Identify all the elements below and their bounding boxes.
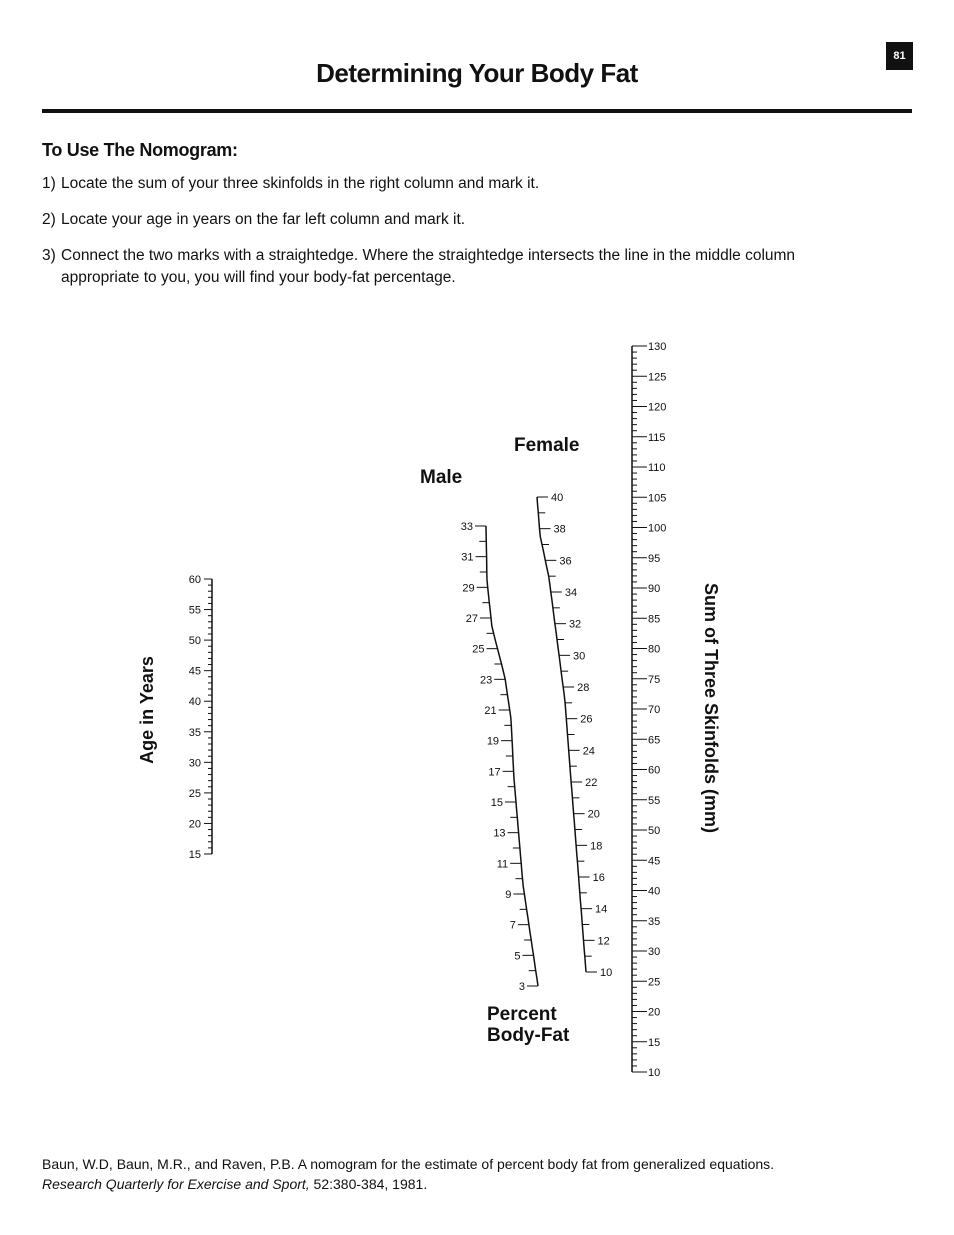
step-2-number: 2) — [42, 211, 56, 228]
male-tick-label: 25 — [472, 643, 485, 656]
female-tick-label: 32 — [568, 618, 582, 631]
female-tick-label: 20 — [587, 808, 600, 821]
female-tick-label: 10 — [600, 967, 613, 979]
male-tick-label: 7 — [509, 919, 516, 932]
skinfold-tick-label: 40 — [648, 885, 661, 898]
skinfold-tick-label: 60 — [648, 764, 661, 777]
percent-body-fat-label-line1: Percent — [487, 1004, 557, 1025]
age-scale — [189, 574, 212, 861]
male-tick-label: 21 — [484, 705, 497, 717]
skinfold-tick-label: 25 — [648, 976, 661, 989]
female-tick-label: 26 — [580, 713, 593, 726]
skinfold-tick-label: 65 — [648, 734, 661, 747]
age-tick-label: 55 — [188, 604, 201, 617]
step-1-text: Locate the sum of your three skinfolds in the right column and mark it. — [61, 175, 540, 192]
male-tick-label: 29 — [462, 582, 475, 595]
citation-journal: Research Quarterly for Exercise and Sport, — [42, 1176, 310, 1192]
step-2-text: Locate your age in years on the far left column and mark it. — [61, 211, 466, 228]
age-tick-label: 20 — [188, 818, 201, 831]
age-tick-label: 50 — [188, 635, 201, 648]
citation-authors: Baun, W.D, Baun, M.R., and Raven, P.B. A nomogram for the estimate of percent body fat from generalized equations. — [42, 1156, 775, 1172]
skinfold-tick-label: 125 — [648, 371, 667, 384]
skinfold-tick-label: 20 — [648, 1006, 661, 1019]
skinfold-tick-label: 110 — [648, 462, 666, 474]
step-3-number: 3) — [42, 247, 56, 264]
male-tick-label: 17 — [488, 766, 501, 779]
male-tick-label: 5 — [514, 950, 521, 963]
skinfold-tick-label: 30 — [648, 946, 661, 958]
age-tick-label: 35 — [188, 726, 201, 739]
female-tick-label: 12 — [597, 935, 610, 948]
step-3-text-line2: appropriate to you, you will find your body-fat percentage. — [61, 269, 456, 286]
female-tick-label: 30 — [573, 650, 586, 663]
skinfold-tick-label: 15 — [648, 1036, 661, 1049]
step-3-text-line1: Connect the two marks with a straightedge. Where the straightedge intersects the line in the middle column — [61, 247, 796, 264]
female-tick-label: 14 — [595, 903, 608, 916]
female-tick-label: 18 — [590, 840, 603, 853]
citation — [42, 1154, 922, 1194]
female-tick-label: 36 — [559, 555, 572, 568]
skinfold-tick-label: 90 — [648, 583, 661, 595]
age-scale-label: Age in Years — [137, 656, 157, 764]
skinfold-tick-label: 70 — [648, 704, 661, 716]
male-scale — [461, 521, 538, 993]
skinfold-tick-label: 80 — [648, 643, 661, 656]
page-number: 81 — [886, 42, 913, 70]
skinfold-tick-label: 130 — [648, 341, 667, 353]
male-tick-label: 3 — [518, 981, 525, 993]
skinfold-tick-label: 120 — [648, 401, 667, 414]
female-tick-label: 28 — [577, 682, 590, 694]
age-tick-label: 60 — [188, 574, 201, 586]
male-tick-label: 9 — [505, 889, 512, 901]
skinfold-tick-label: 50 — [648, 825, 661, 837]
male-tick-label: 27 — [465, 613, 478, 625]
male-tick-label: 31 — [461, 551, 474, 564]
male-tick-label: 33 — [460, 521, 473, 533]
female-tick-label: 40 — [551, 492, 564, 504]
skinfold-scale-label: Sum of Three Skinfolds (mm) — [701, 582, 721, 834]
skinfold-tick-label: 115 — [648, 431, 666, 444]
male-tick-label: 13 — [493, 827, 506, 840]
female-axis-line — [537, 497, 586, 972]
page-title: Determining Your Body Fat — [316, 58, 638, 88]
skinfold-tick-label: 55 — [648, 794, 661, 807]
step-1-number: 1) — [42, 175, 56, 192]
age-tick-label: 40 — [188, 696, 201, 709]
age-tick-label: 45 — [188, 665, 201, 678]
skinfold-scale — [632, 341, 666, 1079]
female-tick-label: 16 — [592, 872, 605, 884]
skinfold-tick-label: 105 — [648, 492, 667, 505]
percent-body-fat-label-line2: Body-Fat — [487, 1025, 570, 1046]
female-tick-label: 38 — [553, 523, 566, 536]
female-scale — [537, 492, 612, 979]
female-tick-label: 34 — [564, 587, 578, 599]
male-tick-label: 15 — [490, 797, 503, 809]
skinfold-tick-label: 100 — [648, 522, 667, 535]
male-scale-label: Male — [420, 467, 463, 488]
skinfold-tick-label: 75 — [648, 673, 661, 686]
age-tick-label: 30 — [188, 757, 201, 770]
skinfold-tick-label: 10 — [648, 1067, 661, 1079]
female-tick-label: 24 — [582, 745, 595, 758]
male-tick-label: 23 — [479, 674, 493, 687]
skinfold-tick-label: 45 — [648, 855, 661, 868]
skinfold-tick-label: 35 — [648, 915, 661, 928]
citation-details: 52:380-384, 1981. — [309, 1176, 428, 1192]
age-tick-label: 15 — [188, 849, 201, 861]
instructions-heading: To Use The Nomogram: — [42, 140, 238, 160]
female-tick-label: 22 — [585, 777, 598, 789]
skinfold-tick-label: 95 — [648, 552, 661, 565]
male-tick-label: 11 — [496, 858, 509, 871]
male-tick-label: 19 — [486, 735, 500, 748]
age-tick-label: 25 — [188, 787, 201, 800]
female-scale-label: Female — [514, 435, 580, 456]
skinfold-tick-label: 85 — [648, 613, 661, 626]
